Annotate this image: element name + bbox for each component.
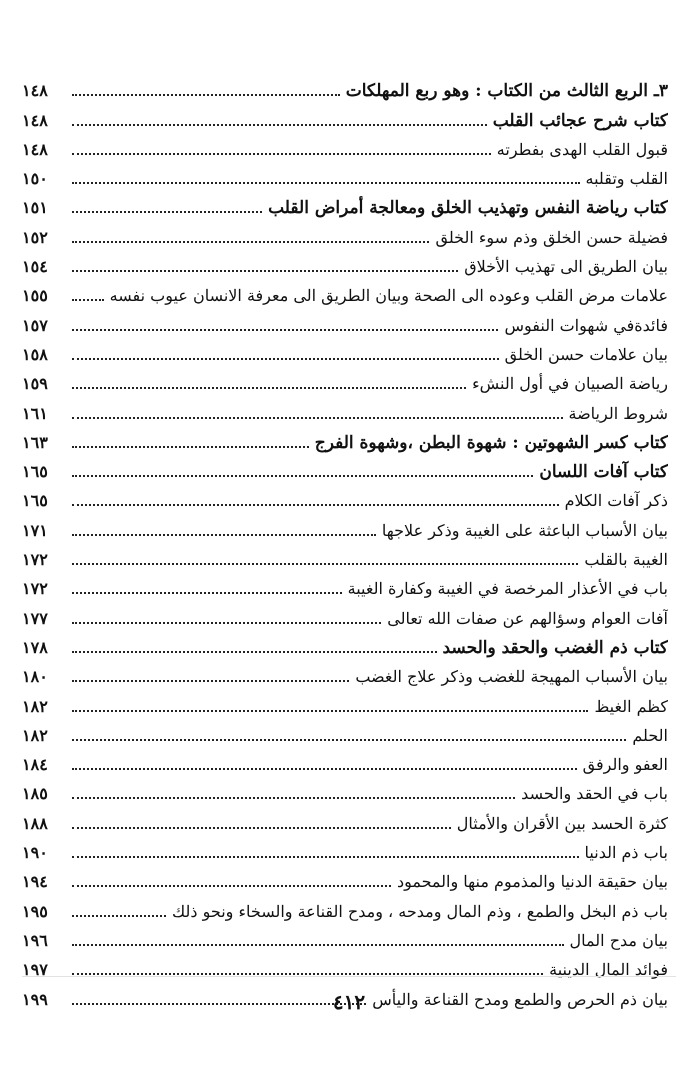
toc-entry-title: كتاب ذم الغضب والحقد والحسد (442, 637, 668, 658)
toc-entry (22, 133, 668, 162)
dot-leader (72, 270, 458, 272)
toc-entry-title: علامات مرض القلب وعوده الى الصحة وبيان الطريق الى معرفة الانسان عيوب نفسه (109, 286, 668, 306)
toc-entry-title: قبول القلب الهدى بفطرته (496, 139, 668, 159)
toc-entry (22, 748, 668, 777)
toc-entry-page: ١٥٤ (22, 257, 48, 277)
page-number: ٤١٢ (332, 990, 366, 1014)
dot-leader (72, 563, 578, 565)
toc-entry-page: ١٧٢ (22, 579, 48, 599)
dot-leader (72, 241, 429, 243)
toc-entry-page: ١٤٨ (22, 81, 48, 101)
toc-entry-page: ١٩٧ (22, 960, 48, 980)
toc-entry-title: الحلم (632, 725, 668, 745)
toc-entry (22, 836, 668, 865)
toc-entry-title: باب ذم البخل والطمع ، وذم المال ومدحه ، ومدح القناعة والسخاء ونحو ذلك (172, 901, 668, 921)
dot-leader (72, 387, 466, 389)
toc-entry-page: ١٧٧ (22, 608, 48, 628)
toc-entry (22, 367, 668, 396)
toc-entry-title: بيان حقيقة الدنيا والمذموم منها والمحمود (396, 872, 668, 892)
toc-entry-page: ١٨٢ (22, 696, 48, 716)
toc-entry (22, 601, 668, 630)
dot-leader (72, 534, 376, 536)
toc-entry (22, 338, 668, 367)
dot-leader (72, 182, 580, 184)
toc-entry (22, 220, 668, 249)
dot-leader (72, 739, 626, 741)
toc-entry-page: ١٥٠ (22, 169, 48, 189)
toc-entry-title: بيان الأسباب المهيجة للغضب وذكر علاج الغضب (355, 667, 668, 687)
toc-entry (22, 894, 668, 923)
toc-entry-title: فوائد المال الدينية (549, 960, 668, 980)
toc-entry-title: كظم الغيظ (594, 696, 668, 716)
toc-entry-title: باب في الأعذار المرخصة في الغيبة وكفارة الغيبة (347, 579, 668, 599)
toc-entry-title: باب في الحقد والحسد (521, 784, 668, 804)
toc-entry (22, 396, 668, 425)
dot-leader (72, 358, 499, 360)
toc-entry (22, 777, 668, 806)
dot-leader (72, 915, 166, 917)
toc-entry (22, 953, 668, 982)
toc-entry-page: ١٦٥ (22, 491, 48, 511)
toc-entry (22, 924, 668, 953)
toc-entry-page: ١٨٢ (22, 725, 48, 745)
dot-leader (72, 885, 391, 887)
dot-leader (72, 504, 559, 506)
footer-divider (22, 976, 676, 977)
dot-leader (72, 622, 381, 624)
dot-leader (72, 475, 533, 477)
toc-section-heading (22, 103, 668, 132)
dot-leader (72, 768, 577, 770)
toc-entry-title: كثرة الحسد بين الأقران والأمثال (456, 813, 668, 833)
toc-entry-title: فائدةفي شهوات النفوس (504, 315, 668, 335)
dot-leader (72, 797, 515, 799)
dot-leader (72, 680, 349, 682)
toc-entry-title: كتاب آفات اللسان (539, 462, 668, 483)
dot-leader (72, 94, 340, 96)
toc-entry (22, 513, 668, 542)
toc-entry-page: ١٤٨ (22, 139, 48, 159)
toc-entry-page: ١٦١ (22, 403, 48, 423)
toc-entry-page: ١٧٨ (22, 637, 48, 657)
toc-section-heading (22, 191, 668, 220)
toc-entry (22, 865, 668, 894)
dot-leader (72, 827, 451, 829)
toc-entry (22, 572, 668, 601)
toc-entry-page: ١٧١ (22, 520, 48, 540)
toc-entry-page: ١٥٩ (22, 374, 48, 394)
toc-entry-title: آفات العوام وسؤالهم عن صفات الله تعالى (387, 608, 668, 628)
dot-leader (72, 944, 564, 946)
dot-leader (72, 651, 437, 653)
toc-entry-page: ١٩٠ (22, 843, 48, 863)
toc-entry-title: بيان علامات حسن الخلق (504, 344, 668, 364)
toc-entry-page: ١٦٥ (22, 462, 48, 482)
dot-leader (72, 299, 104, 301)
toc-entry (22, 543, 668, 572)
dot-leader (72, 329, 498, 331)
toc-entry-page: ١٨٤ (22, 755, 48, 775)
toc-entry-title: بيان الأسباب الباعثة على الغيبة وذكر علاجها (381, 520, 668, 540)
toc-entry-title: ذكر آفات الكلام (564, 491, 668, 511)
dot-leader (72, 446, 309, 448)
toc-entry-title: الغيبة بالقلب (584, 550, 668, 570)
toc-section-heading (22, 631, 668, 660)
toc-entry-title: كتاب رياضة النفس وتهذيب الخلق ومعالجة أمراض القلب (268, 198, 668, 219)
dot-leader (72, 856, 579, 858)
dot-leader (72, 211, 262, 213)
dot-leader (72, 973, 543, 975)
toc-entry (22, 719, 668, 748)
toc-entry-page: ١٦٣ (22, 432, 48, 452)
toc-entry (22, 162, 668, 191)
toc-entry (22, 308, 668, 337)
dot-leader (72, 153, 491, 155)
toc-entry-title: ٣ـ الربع الثالث من الكتاب : وهو ربع المهلكات (345, 81, 668, 102)
toc-entry (22, 484, 668, 513)
toc-entry (22, 250, 668, 279)
toc-entry-page: ١٨٥ (22, 784, 48, 804)
toc-entry-title: بيان ذم الحرص والطمع ومدح القناعة واليأس (372, 989, 668, 1009)
toc-entry-page: ١٥٨ (22, 344, 48, 364)
toc-entry-page: ١٥١ (22, 198, 48, 218)
dot-leader (72, 124, 487, 126)
toc-entry-page: ١٥٧ (22, 315, 48, 335)
toc-entry-page: ١٩٥ (22, 901, 48, 921)
toc-section-heading (22, 426, 668, 455)
toc-section-heading (22, 74, 668, 103)
toc-entry (22, 806, 668, 835)
toc-entry-page: ١٧٢ (22, 550, 48, 570)
toc-entry-title: فضيلة حسن الخلق وذم سوء الخلق (435, 227, 668, 247)
toc-entry-title: بيان الطريق الى تهذيب الأخلاق (464, 257, 668, 277)
toc-entry-page: ١٩٩ (22, 989, 48, 1009)
toc-entry-title: القلب وتقلبه (585, 169, 668, 189)
toc-entry (22, 660, 668, 689)
dot-leader (72, 592, 342, 594)
toc-entry-title: كتاب كسر الشهوتين : شهوة البطن ،وشهوة الفرج (314, 432, 668, 453)
table-of-contents (22, 74, 668, 1012)
toc-entry-title: بيان مدح المال (569, 930, 668, 950)
toc-entry-title: باب ذم الدنيا (584, 843, 668, 863)
toc-entry-title: شروط الرياضة (568, 403, 668, 423)
dot-leader (72, 417, 563, 419)
toc-entry-page: ١٥٥ (22, 286, 48, 306)
toc-entry (22, 689, 668, 718)
toc-entry-page: ١٩٦ (22, 930, 48, 950)
toc-section-heading (22, 455, 668, 484)
toc-entry-page: ١٩٤ (22, 872, 48, 892)
toc-entry-title: رياضة الصبيان في أول النشء (472, 374, 668, 394)
toc-entry-page: ١٨٨ (22, 813, 48, 833)
dot-leader (72, 710, 588, 712)
toc-entry-page: ١٥٢ (22, 227, 48, 247)
toc-entry (22, 279, 668, 308)
toc-entry-page: ١٨٠ (22, 667, 48, 687)
toc-entry-page: ١٤٨ (22, 110, 48, 130)
toc-entry-title: العفو والرفق (582, 755, 668, 775)
toc-entry-title: كتاب شرح عجائب القلب (492, 110, 668, 131)
